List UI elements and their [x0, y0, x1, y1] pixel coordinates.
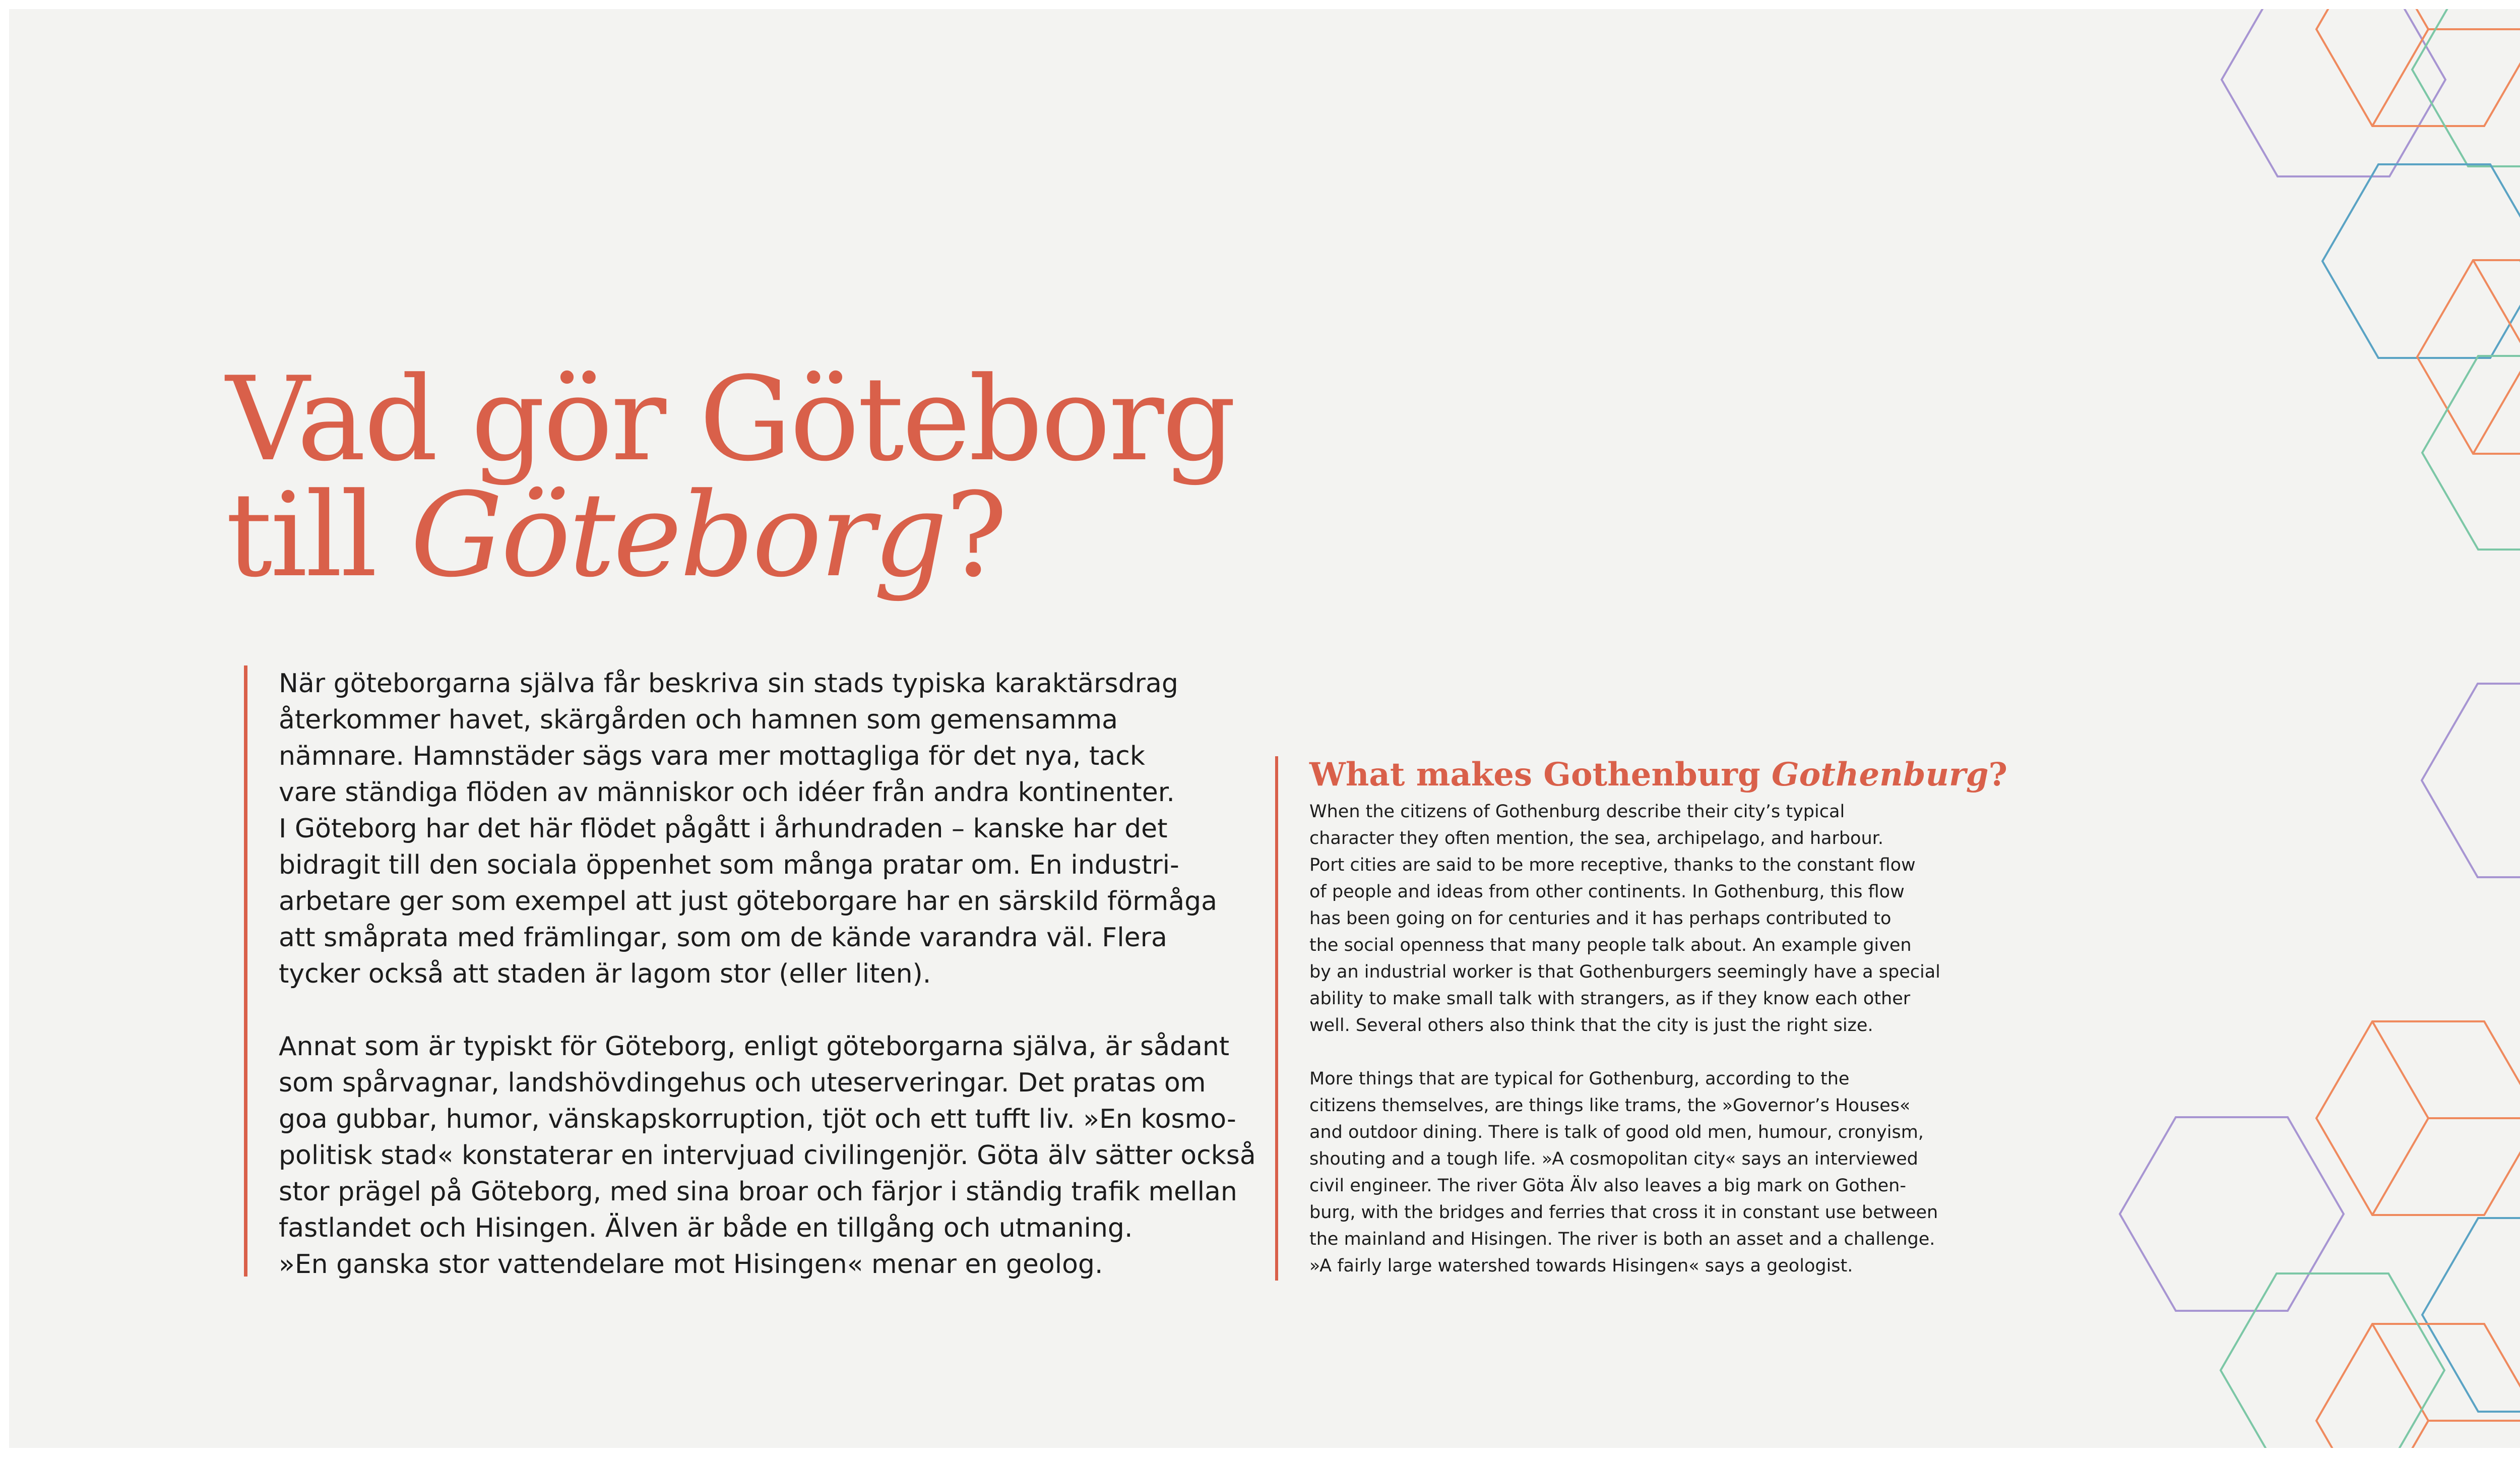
cube-edge-line: [2372, 1421, 2428, 1448]
text-line: burg, with the bridges and ferries that cross it in constant use between: [1309, 1202, 1938, 1223]
english-heading-emphasis: Gothenburg: [1772, 756, 1989, 794]
english-paragraph-1: [1309, 799, 1981, 1039]
text-line: goa gubbar, humor, vänskapskorruption, tjöt och ett tufft liv. »En kosmo-: [279, 1104, 1236, 1134]
english-paragraph-2: [1309, 1066, 1981, 1280]
swedish-text-block: [244, 665, 1256, 1280]
title-line-2-suffix: ?: [945, 468, 1006, 603]
text-line: bidragit till den sociala öppenhet som många pratar om. En industri-: [279, 850, 1179, 880]
document-spread: [9, 9, 2520, 1448]
text-line: civil engineer. The river Göta Älv also leaves a big mark on Gothen-: [1309, 1176, 1906, 1196]
cube-edge-line: [2372, 1118, 2428, 1215]
hexagon-shape: [2222, 9, 2445, 176]
text-line: Annat som är typiskt för Göteborg, enligt göteborgarna själva, är sådant: [279, 1031, 1230, 1062]
swedish-paragraph-1: [279, 665, 1217, 992]
text-line: vare ständiga flöden av människor och idéer från andra kontinenter.: [279, 777, 1175, 808]
english-text-block: [1275, 756, 2007, 1281]
text-line: som spårvagnar, landshövdingehus och uteserveringar. Det pratas om: [279, 1068, 1206, 1098]
hexagon-shape: [2412, 9, 2520, 166]
text-line: När göteborgarna själva får beskriva sin stads typiska karaktärsdrag: [279, 669, 1178, 699]
cube-edge-line: [2473, 357, 2520, 454]
text-line: More things that are typical for Gothenburg, according to the: [1309, 1069, 1850, 1089]
text-line: nämnare. Hamnstäder sägs vara mer mottagliga för det nya, tack: [279, 741, 1145, 771]
text-line: citizens themselves, are things like trams, the »Governor’s Houses«: [1309, 1096, 1911, 1116]
english-heading-prefix: What makes Gothenburg: [1309, 756, 1772, 794]
hexagon-shape: [2120, 1117, 2344, 1311]
text-line: Port cities are said to be more receptive, thanks to the constant flow: [1309, 855, 1916, 875]
text-line: by an industrial worker is that Gothenburgers seemingly have a special: [1309, 962, 1940, 982]
hexagon-shape: [2316, 9, 2520, 126]
hexagon-shape: [2221, 1273, 2444, 1448]
title-line-1: Vad gör Göteborg: [226, 352, 1234, 487]
text-line: tycker också att staden är lagom stor (eller liten).: [279, 959, 931, 989]
text-line: »A fairly large watershed towards Hisingen« says a geologist.: [1309, 1256, 1853, 1276]
title-emphasis: Göteborg: [410, 468, 946, 603]
text-line: återkommer havet, skärgården och hamnen som gemensamma: [279, 705, 1118, 735]
text-line: stor prägel på Göteborg, med sina broar och färjor i ständig trafik mellan: [279, 1177, 1237, 1207]
text-line: well. Several others also think that the city is just the right size.: [1309, 1015, 1873, 1036]
text-line: the social openness that many people talk about. An example given: [1309, 935, 1912, 955]
english-heading-suffix: ?: [1988, 756, 2007, 794]
cube-edge-line: [2372, 9, 2428, 29]
page-title: [226, 352, 1234, 603]
text-line: fastlandet och Hisingen. Älven är både en tillgång och utmaning.: [279, 1213, 1133, 1243]
title-line-2: [226, 468, 1234, 603]
text-line: the mainland and Hisingen. The river is both an asset and a challenge.: [1309, 1229, 1935, 1249]
hexagon-shape: [2422, 684, 2520, 877]
text-line: I Göteborg har det här flödet pågått i århundraden – kanske har det: [279, 814, 1168, 844]
cube-edge-line: [2473, 260, 2520, 357]
text-line: ability to make small talk with strangers, as if they know each other: [1309, 989, 1911, 1009]
cube-edge-line: [2372, 1021, 2428, 1118]
text-line: When the citizens of Gothenburg describe their city’s typical: [1309, 802, 1845, 822]
text-line: shouting and a tough life. »A cosmopolitan city« says an interviewed: [1309, 1149, 1918, 1169]
cube-edge-line: [2372, 1324, 2428, 1421]
text-line: att småprata med främlingar, som om de kände varandra väl. Flera: [279, 923, 1167, 953]
cube-edge-line: [2372, 29, 2428, 126]
title-line-2-prefix: till: [226, 468, 411, 603]
english-heading: [1309, 756, 2007, 794]
text-line: of people and ideas from other continents. In Gothenburg, this flow: [1309, 882, 1905, 902]
text-line: and outdoor dining. There is talk of good old men, humour, cronyism,: [1309, 1122, 1924, 1142]
text-line: character they often mention, the sea, archipelago, and harbour.: [1309, 828, 1883, 848]
text-line: has been going on for centuries and it has perhaps contributed to: [1309, 908, 1892, 929]
hexagon-shape: [2316, 1324, 2520, 1448]
swedish-paragraph-2: [279, 1028, 1256, 1283]
text-line: politisk stad« konstaterar en intervjuad civilingenjör. Göta älv sätter också: [279, 1140, 1256, 1171]
text-line: arbetare ger som exempel att just göteborgare har en särskild förmåga: [279, 886, 1217, 917]
text-line: »En ganska stor vattendelare mot Hisingen« menar en geolog.: [279, 1249, 1103, 1280]
